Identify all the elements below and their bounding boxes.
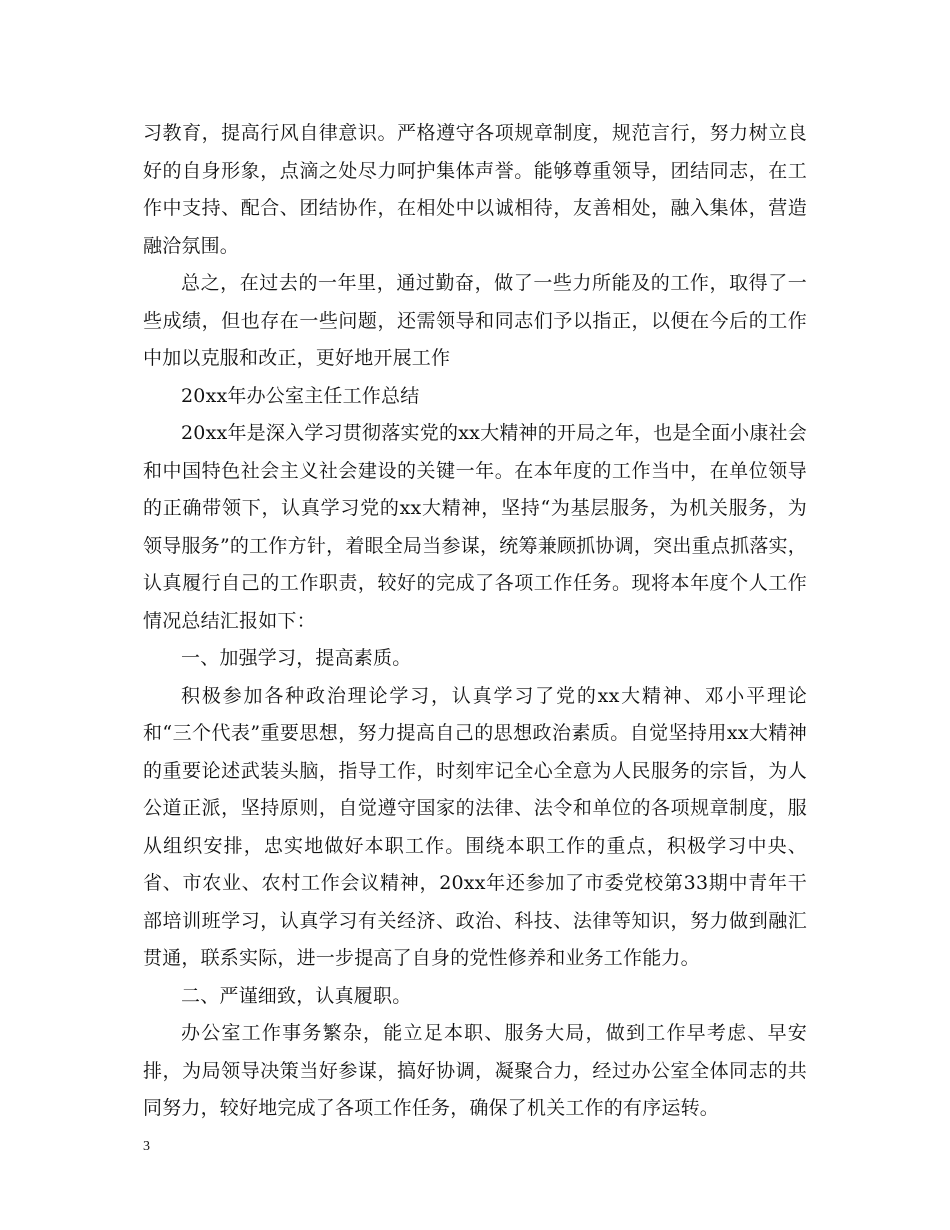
paragraph-intro: 20xx年是深入学习贯彻落实党的xx大精神的开局之年，也是全面小康社会和中国特色社会主义社会建设的关键一年。在本年度的工作当中，在单位领导的正确带领下，认真学习党的xx大精神，坚持“为基层服务，为机关服务，为领导服务”的工作方针，着眼全局当参谋，统筹兼顾抓协调，突出重点抓落实，认真履行自己的工作职责，较好的完成了各项工作任务。现将本年度个人工作情况总结汇报如下：	[143, 422, 807, 632]
paragraph-2: 总之，在过去的一年里，通过勤奋，做了一些力所能及的工作，取得了一些成绩，但也存在一些问题，还需领导和同志们予以指正，以便在今后的工作中加以克服和改正，更好地开展工作	[143, 272, 807, 369]
paragraph-duty: 办公室工作事务繁杂，能立足本职、服务大局，做到工作早考虑、早安排，为局领导决策当好参谋，搞好协调，凝聚合力，经过办公室全体同志的共同努力，较好地完成了各项工作任务，确保了机关工作的有序运转。	[143, 1022, 807, 1119]
heading-study: 一、加强学习，提高素质。	[181, 647, 412, 669]
section-title: 20xx年办公室主任工作总结	[181, 384, 420, 407]
paragraph-study: 积极参加各种政治理论学习，认真学习了党的xx大精神、邓小平理论和“三个代表”重要思想，努力提高自己的思想政治素质。自觉坚持用xx大精神的重要论述武装头脑，指导工作，时刻牢记全心全意为人民服务的宗旨，为人公道正派，坚持原则，自觉遵守国家的法律、法令和单位的各项规章制度，服从组织安排，忠实地做好本职工作。围绕本职工作的重点，积极学习中央、省、市农业、农村工作会议精神，20xx年还参加了市委党校第33期中青年干部培训班学习，认真学习有关经济、政治、科技、法律等知识，努力做到融汇贯通，联系实际，进一步提高了自身的党性修养和业务工作能力。	[143, 684, 807, 969]
paragraph-1: 习教育，提高行风自律意识。严格遵守各项规章制度，规范言行，努力树立良好的自身形象，点滴之处尽力呵护集体声誉。能够尊重领导，团结同志，在工作中支持、配合、团结协作，在相处中以诚相待，友善相处，融入集体，营造融洽氛围。	[143, 122, 807, 257]
page-number: 3	[143, 1139, 150, 1154]
heading-duty: 二、严谨细致，认真履职。	[181, 984, 412, 1007]
document-body	[143, 115, 807, 1128]
